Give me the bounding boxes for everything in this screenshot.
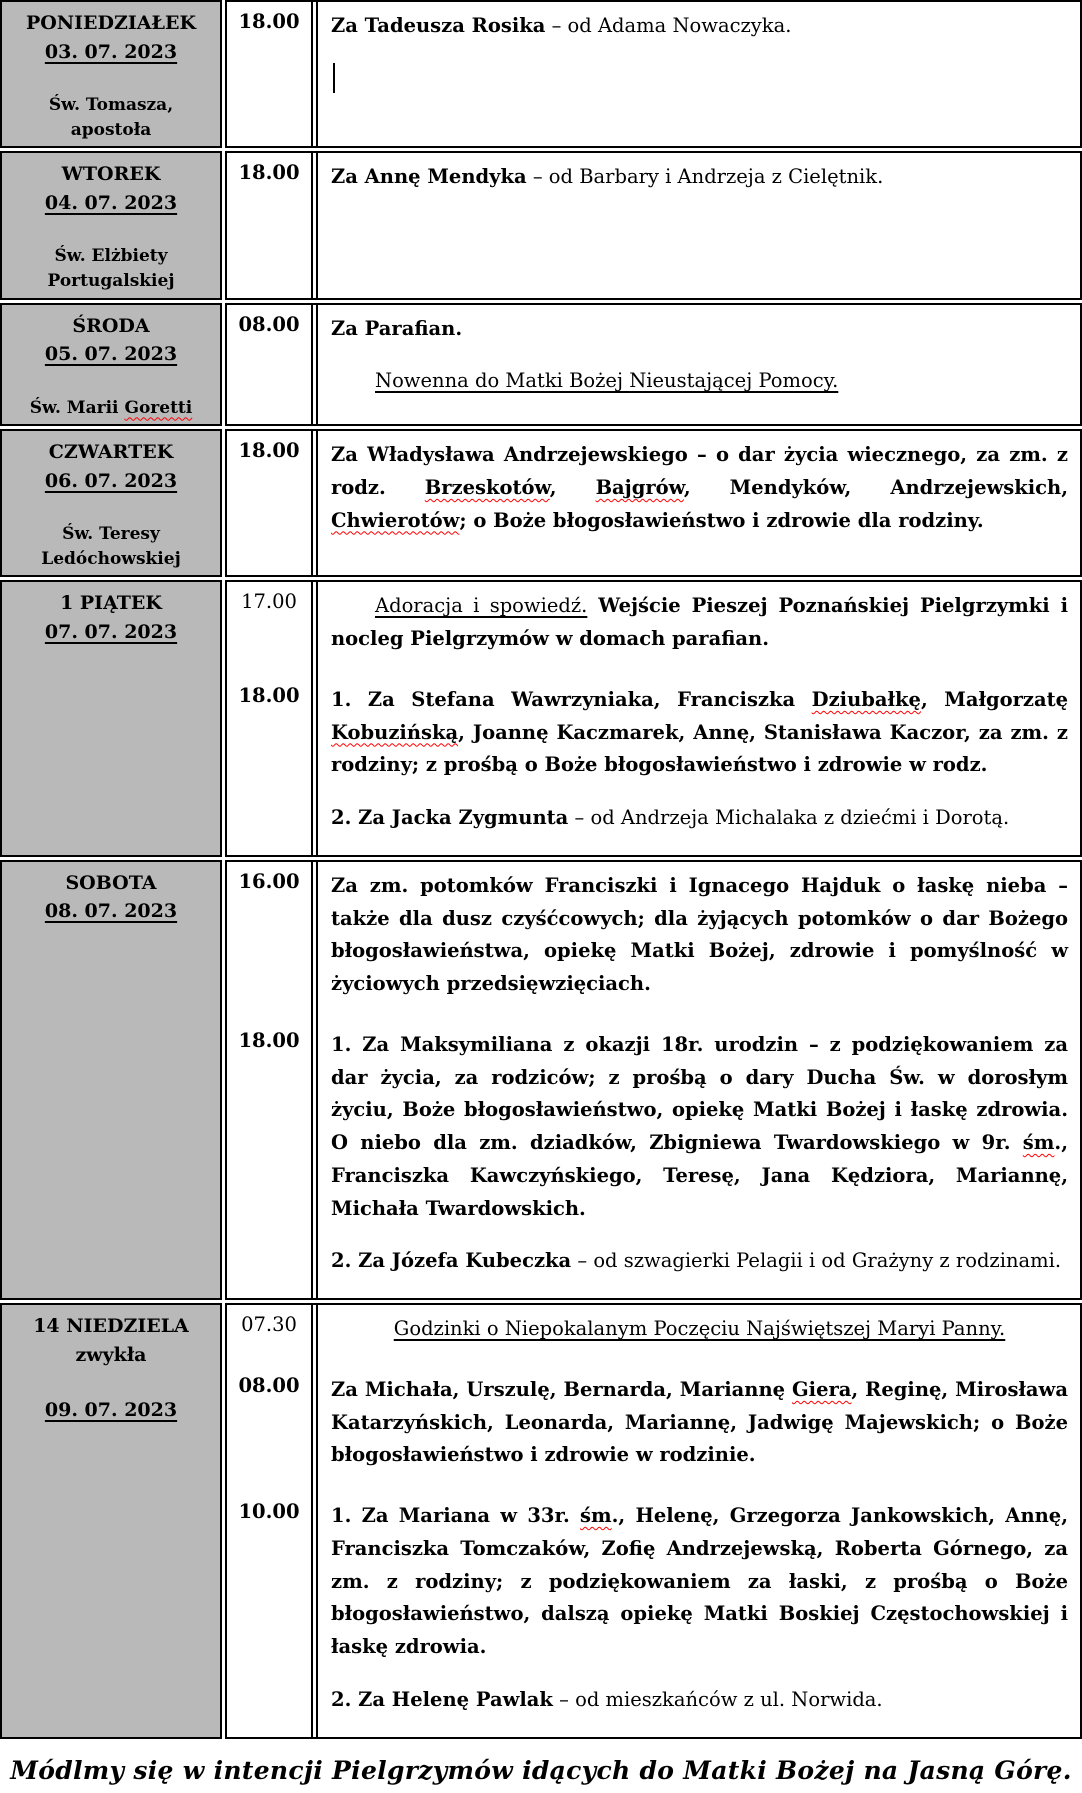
- mass-time: [227, 582, 313, 676]
- text-segment: Za zm. potomków Franciszki i Ignacego Hajduk o łaskę nieba – także dla dusz czyśćcowych; dla żyjących potomków o dar Bożego błogosławieństwa, opiekę Matki Bożej, zdrowie i pomyślność w życiowych przedsięwzięciach.: [331, 873, 1068, 996]
- mass-time: [227, 1492, 313, 1737]
- mass-time-label: 17.00: [241, 590, 297, 614]
- mass-intention: [331, 1374, 1068, 1472]
- text-segment: Za Michała, Urszulę, Bernarda, Mariannę: [331, 1377, 793, 1401]
- text-segment: zwykła: [75, 1343, 147, 1366]
- mass-time: [227, 431, 313, 575]
- mass-intention: [331, 10, 1068, 43]
- day-name: [8, 1341, 214, 1370]
- mass-entry: [227, 582, 1080, 676]
- text-segment: ., Helenę, Grzegorza Jankowskich, Annę, Franciszka Tomczaków, Zofię Andrzejewską, Roberta Górnego, za zm. z rodziny; z podziękowaniem za łaski, z prośbą o Boże błogosławieństwo, dalszą opiekę Matki Boskiej Częstochowskiej i łaskę zdrowia.: [331, 1504, 1068, 1659]
- saint-feast: [8, 244, 214, 269]
- text-segment: 1. Za Maksymiliana z okazji 18r. urodzin – z podziękowaniem za dar życia, za rodziców; z prośbą o dary Ducha Św. w dorosłym życiu, Boże błogosławieństwo, opiekę Matki Bożej i łaskę zdrowia. O niebo dla zm. dziadków, Zbigniewa Twardowskiego w 9r.: [331, 1032, 1068, 1155]
- day-cell: [0, 860, 222, 1300]
- text-segment: 08. 07. 2023: [44, 900, 178, 923]
- text-segment: Adoracja i spowiedź.: [375, 594, 588, 618]
- footer-prayer: Módlmy się w intencji Pielgrzymów idących do Matki Bożej na Jasną Górę.: [10, 1755, 1072, 1785]
- spellcheck-marked-text: Goretti: [124, 397, 193, 418]
- spellcheck-marked-text: Brzeskotów: [424, 475, 550, 499]
- text-segment: CZWARTEK: [48, 441, 174, 464]
- text-segment: – od Adama Nowaczyka.: [545, 14, 792, 37]
- mass-time: [227, 1021, 313, 1298]
- text-segment: ; o Boże błogosławieństwo i zdrowie dla rodziny.: [459, 508, 984, 532]
- intentions-cell: [225, 1303, 1082, 1739]
- mass-entry: [227, 862, 1080, 1021]
- text-segment: Św. Elżbiety: [54, 246, 168, 267]
- day-date: [8, 618, 214, 647]
- text-segment: Za Annę Mendyka: [331, 165, 527, 189]
- mass-time: [227, 1305, 313, 1366]
- saint-feast: [8, 547, 214, 572]
- text-segment: 06. 07. 2023: [44, 469, 178, 492]
- mass-intention: [331, 313, 1068, 346]
- intentions-cell: [225, 0, 1082, 148]
- day-date: [8, 897, 214, 926]
- mass-intention: [331, 590, 1068, 656]
- day-name: [8, 589, 214, 618]
- schedule-row: [0, 429, 1082, 577]
- day-date: [8, 467, 214, 496]
- text-segment: Nowenna do Matki Bożej Nieustającej Pomocy.: [375, 369, 839, 393]
- mass-time-label: 18.00: [238, 10, 300, 33]
- mass-entry: [227, 431, 1080, 575]
- schedule-row: [0, 151, 1082, 299]
- schedule-row: [0, 580, 1082, 857]
- spellcheck-marked-text: Dziubałkę: [811, 687, 921, 711]
- mass-intention: [331, 1245, 1068, 1278]
- mass-intention: [331, 161, 1068, 194]
- text-segment: Św. Teresy: [62, 524, 160, 545]
- text-cursor: [333, 63, 335, 93]
- text-segment: PONIEDZIAŁEK: [25, 12, 197, 34]
- text-segment: – od Barbary i Andrzeja z Cielętnik.: [526, 165, 884, 189]
- spellcheck-marked-text: Bajgrów: [595, 475, 684, 499]
- day-date: [8, 38, 214, 67]
- day-name: [8, 869, 214, 898]
- text-segment: Godzinki o Niepokalanym Poczęciu Najświętszej Maryi Panny.: [393, 1317, 1006, 1341]
- saint-feast: [8, 93, 214, 142]
- text-segment: 03. 07. 2023: [44, 40, 178, 63]
- text-segment: 2. Za Józefa Kubeczka: [331, 1249, 572, 1273]
- text-segment: 09. 07. 2023: [44, 1399, 178, 1422]
- text-segment: – od mieszkańców z ul. Norwida.: [552, 1687, 883, 1711]
- mass-time-label: 18.00: [238, 683, 300, 707]
- mass-intention-text: [316, 1021, 1080, 1298]
- text-segment: Za Tadeusza Rosika: [331, 14, 546, 37]
- text-segment: , Małgorzatę: [920, 687, 1069, 711]
- text-segment: 04. 07. 2023: [44, 191, 178, 214]
- saint-feast: [8, 396, 214, 421]
- mass-time-label: 18.00: [238, 439, 300, 463]
- mass-time: [227, 2, 313, 146]
- mass-intention: [331, 365, 1068, 398]
- mass-intention: [331, 1313, 1068, 1346]
- text-segment: 07. 07. 2023: [44, 620, 178, 643]
- day-date: [8, 189, 214, 218]
- mass-intention: [331, 870, 1068, 1001]
- text-segment: , Reginę, Mirosława Katarzyńskich, Leonarda, Mariannę, Jadwigę Majewskich; o Boże błogosławieństwo i zdrowie w rodzinie.: [331, 1377, 1068, 1467]
- intentions-cell: [225, 860, 1082, 1300]
- mass-intention-text: [316, 431, 1080, 575]
- mass-time-label: 07.30: [241, 1313, 297, 1337]
- spellcheck-marked-text: Giera: [792, 1377, 852, 1401]
- schedule-row: [0, 303, 1082, 427]
- day-date: [8, 1396, 214, 1425]
- text-segment: 1. Za Mariana w 33r.: [331, 1504, 580, 1528]
- day-name: [8, 1312, 214, 1341]
- mass-intention-text: [316, 862, 1080, 1021]
- mass-entry: [227, 2, 1080, 146]
- saint-feast: [8, 269, 214, 294]
- mass-intention-text: [316, 1305, 1080, 1366]
- day-cell: [0, 429, 222, 577]
- mass-time: [227, 1366, 313, 1492]
- day-cell: [0, 303, 222, 427]
- day-cell: [0, 580, 222, 857]
- text-segment: , Joannę Kaczmarek, Annę, Stanisława Kaczor, za zm. z rodziny; z prośbą o Boże błogosławieństwo i zdrowie w rodz.: [331, 720, 1068, 777]
- day-cell: [0, 1303, 222, 1739]
- mass-time-label: 18.00: [238, 1028, 300, 1052]
- mass-time: [227, 676, 313, 855]
- mass-entry: [227, 153, 1080, 297]
- text-segment: 14 NIEDZIELA: [33, 1315, 189, 1338]
- intentions-cell: [225, 151, 1082, 299]
- mass-intention-text: [316, 1492, 1080, 1737]
- mass-entry: [227, 305, 1080, 425]
- day-date: [8, 340, 214, 369]
- mass-time: [227, 305, 313, 425]
- day-name: [8, 312, 214, 341]
- mass-intention: [331, 1029, 1068, 1226]
- text-segment: 1. Za Stefana Wawrzyniaka, Franciszka: [331, 687, 812, 711]
- mass-intention: [331, 1684, 1068, 1717]
- mass-time-label: 08.00: [238, 312, 300, 336]
- day-name: [8, 160, 214, 189]
- mass-intention-text: [316, 305, 1080, 425]
- mass-time-label: 10.00: [238, 1500, 300, 1524]
- intentions-cell: [225, 580, 1082, 857]
- mass-intention: [331, 1500, 1068, 1664]
- text-segment: SOBOTA: [65, 871, 157, 894]
- schedule-row: [0, 1303, 1082, 1739]
- day-name: [8, 438, 214, 467]
- mass-entry: [227, 1021, 1080, 1298]
- text-segment: – od Andrzeja Michalaka z dziećmi i Dorotą.: [568, 806, 1010, 830]
- text-segment: 2. Za Jacka Zygmunta: [331, 806, 569, 830]
- text-segment: Wejście Pieszej Poznańskiej Pielgrzymki i nocleg Pielgrzymów w domach parafian.: [331, 594, 1068, 651]
- text-segment: 05. 07. 2023: [44, 343, 178, 366]
- mass-entry: [227, 1492, 1080, 1737]
- text-segment: ., Franciszka Kawczyńskiego, Teresę, Jana Kędziora, Mariannę, Michała Twardowskich.: [331, 1131, 1068, 1220]
- schedule-row: [0, 0, 1082, 148]
- mass-intention-text: [316, 582, 1080, 676]
- text-segment: WTOREK: [61, 163, 161, 186]
- mass-time-label: 08.00: [238, 1373, 300, 1397]
- text-segment: Św. Marii: [29, 397, 125, 418]
- schedule-row: [0, 860, 1082, 1300]
- mass-intention-text: [316, 2, 1080, 146]
- spellcheck-marked-text: Chwierotów: [331, 508, 460, 532]
- day-cell: [0, 0, 222, 148]
- text-segment: 1 PIĄTEK: [60, 592, 162, 615]
- intentions-cell: [225, 429, 1082, 577]
- mass-time: [227, 862, 313, 1021]
- mass-entry: [227, 1305, 1080, 1366]
- mass-intention-text: [316, 1366, 1080, 1492]
- text-segment: Św. Tomasza, apostoła: [48, 95, 174, 140]
- mass-intention: [331, 684, 1068, 782]
- text-segment: ŚRODA: [72, 314, 150, 337]
- mass-intention-text: [316, 676, 1080, 855]
- mass-time-label: 16.00: [238, 869, 300, 893]
- mass-intention: [331, 439, 1068, 537]
- mass-entry: [227, 676, 1080, 855]
- text-segment: ,: [549, 475, 596, 499]
- text-segment: Za Parafian.: [331, 316, 463, 340]
- day-cell: [0, 151, 222, 299]
- saint-feast: [8, 522, 214, 547]
- text-segment: Za Władysława Andrzejewskiego – o dar życia wiecznego, za zm. z rodz.: [331, 443, 1068, 499]
- mass-intention-text: [316, 153, 1080, 297]
- spellcheck-marked-text: śm: [580, 1504, 612, 1528]
- intentions-cell: [225, 303, 1082, 427]
- text-segment: 2. Za Helenę Pawlak: [331, 1687, 553, 1711]
- mass-entry: [227, 1366, 1080, 1492]
- mass-time: [227, 153, 313, 297]
- mass-time-label: 18.00: [238, 161, 300, 185]
- spellcheck-marked-text: Kobuzińską: [331, 720, 459, 744]
- day-name: [8, 9, 214, 38]
- text-segment: – od szwagierki Pelagii i od Grażyny z rodzinami.: [571, 1249, 1062, 1273]
- text-segment: Portugalskiej: [47, 270, 175, 291]
- text-segment: Ledóchowskiej: [41, 548, 181, 569]
- text-segment: , Mendyków, Andrzejewskich,: [683, 475, 1068, 499]
- spellcheck-marked-text: śm: [1022, 1131, 1055, 1155]
- mass-intention: [331, 802, 1068, 835]
